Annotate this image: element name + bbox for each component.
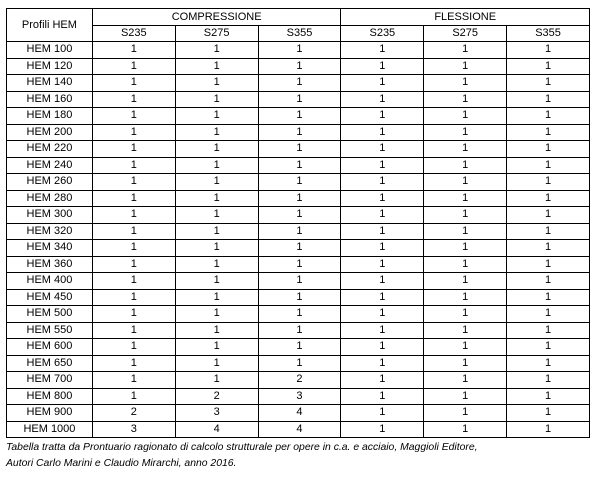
compression-class-s355: 1 [258,322,341,339]
bending-class-s235: 1 [341,273,424,290]
profile-cell: HEM 320 [7,223,93,240]
compression-class-s235: 1 [92,58,175,75]
compression-class-s355: 1 [258,108,341,125]
profile-cell: HEM 900 [7,405,93,422]
bending-class-s235: 1 [341,223,424,240]
bending-class-s275: 1 [424,223,507,240]
compression-class-s355: 3 [258,388,341,405]
compression-class-s235: 1 [92,372,175,389]
table-row [7,190,590,207]
compression-class-s275: 2 [175,388,258,405]
compression-class-s355: 1 [258,124,341,141]
compression-class-s355: 1 [258,339,341,356]
bending-class-s355: 1 [507,388,590,405]
bending-class-s355: 1 [507,207,590,224]
bending-class-s275: 1 [424,306,507,323]
compression-class-s235: 1 [92,223,175,240]
compression-class-s235: 1 [92,256,175,273]
compression-class-s275: 1 [175,58,258,75]
table-row [7,372,590,389]
bending-class-s235: 1 [341,289,424,306]
bending-class-s275: 1 [424,388,507,405]
compression-class-s235: 1 [92,240,175,257]
bending-class-s275: 1 [424,42,507,59]
bending-class-s355: 1 [507,42,590,59]
table-row [7,355,590,372]
bending-class-s355: 1 [507,372,590,389]
compression-class-s355: 1 [258,256,341,273]
bending-class-s235: 1 [341,42,424,59]
profile-cell: HEM 650 [7,355,93,372]
caption-line-1: Tabella tratta da Prontuario ragionato di calcolo strutturale per opere in c.a. e acciaio, Maggioli Editore, [6,442,478,453]
table-row [7,141,590,158]
compression-class-s355: 1 [258,174,341,191]
header-row-grades [7,26,590,42]
compression-class-s355: 4 [258,421,341,438]
table-row [7,207,590,224]
profile-cell: HEM 260 [7,174,93,191]
compression-class-s355: 1 [258,190,341,207]
compression-class-s235: 1 [92,322,175,339]
table-row [7,58,590,75]
compression-class-s235: 1 [92,157,175,174]
bending-class-s235: 1 [341,240,424,257]
caption-line-2: Autori Carlo Marini e Claudio Mirarchi, anno 2016. [6,458,237,469]
bending-class-s235: 1 [341,322,424,339]
bending-class-s235: 1 [341,141,424,158]
bending-class-s275: 1 [424,75,507,92]
bending-class-s275: 1 [424,405,507,422]
bending-class-s275: 1 [424,355,507,372]
profile-cell: HEM 140 [7,75,93,92]
table-row [7,388,590,405]
table-row [7,339,590,356]
bending-class-s275: 1 [424,240,507,257]
bending-class-s275: 1 [424,91,507,108]
compression-class-s275: 1 [175,355,258,372]
compression-class-s355: 4 [258,405,341,422]
profile-cell: HEM 280 [7,190,93,207]
bending-class-s275: 1 [424,339,507,356]
profile-cell: HEM 340 [7,240,93,257]
compression-class-s275: 1 [175,306,258,323]
compression-class-s235: 1 [92,190,175,207]
bending-class-s275: 1 [424,190,507,207]
profile-cell: HEM 500 [7,306,93,323]
bending-class-s275: 1 [424,273,507,290]
compression-class-s235: 1 [92,207,175,224]
profile-cell: HEM 180 [7,108,93,125]
bending-class-s235: 1 [341,75,424,92]
bending-class-s355: 1 [507,339,590,356]
compression-class-s235: 1 [92,355,175,372]
compression-class-s235: 1 [92,108,175,125]
bending-class-s355: 1 [507,75,590,92]
profile-cell: HEM 240 [7,157,93,174]
compression-class-s275: 1 [175,124,258,141]
compression-class-s235: 1 [92,388,175,405]
compression-class-s355: 1 [258,42,341,59]
profile-cell: HEM 120 [7,58,93,75]
profile-cell: HEM 700 [7,372,93,389]
header-bending-s235: S235 [341,26,424,42]
bending-class-s355: 1 [507,355,590,372]
table-row [7,42,590,59]
bending-class-s275: 1 [424,58,507,75]
bending-class-s355: 1 [507,108,590,125]
profile-cell: HEM 100 [7,42,93,59]
bending-class-s275: 1 [424,322,507,339]
compression-class-s275: 1 [175,339,258,356]
table-row [7,91,590,108]
bending-class-s275: 1 [424,289,507,306]
compression-class-s355: 1 [258,273,341,290]
bending-class-s235: 1 [341,421,424,438]
bending-class-s355: 1 [507,240,590,257]
compression-class-s275: 3 [175,405,258,422]
compression-class-s235: 1 [92,42,175,59]
compression-class-s355: 1 [258,58,341,75]
table-row [7,289,590,306]
bending-class-s235: 1 [341,256,424,273]
bending-class-s355: 1 [507,289,590,306]
bending-class-s275: 1 [424,108,507,125]
compression-class-s275: 1 [175,207,258,224]
bending-class-s275: 1 [424,141,507,158]
bending-class-s355: 1 [507,174,590,191]
header-compression-s235: S235 [92,26,175,42]
profile-cell: HEM 360 [7,256,93,273]
compression-class-s355: 2 [258,372,341,389]
compression-class-s275: 1 [175,42,258,59]
profile-cell: HEM 160 [7,91,93,108]
compression-class-s275: 4 [175,421,258,438]
bending-class-s355: 1 [507,58,590,75]
profile-cell: HEM 550 [7,322,93,339]
bending-class-s235: 1 [341,388,424,405]
profile-cell: HEM 1000 [7,421,93,438]
table-body [7,9,590,438]
compression-class-s355: 1 [258,355,341,372]
compression-class-s355: 1 [258,306,341,323]
bending-class-s275: 1 [424,372,507,389]
header-profiles: Profili HEM [7,9,93,42]
compression-class-s275: 1 [175,256,258,273]
bending-class-s235: 1 [341,339,424,356]
bending-class-s235: 1 [341,190,424,207]
compression-class-s275: 1 [175,240,258,257]
bending-class-s355: 1 [507,124,590,141]
table-row [7,273,590,290]
profile-cell: HEM 600 [7,339,93,356]
table-row [7,306,590,323]
header-bending-s355: S355 [507,26,590,42]
bending-class-s355: 1 [507,306,590,323]
bending-class-s275: 1 [424,207,507,224]
table-row [7,256,590,273]
bending-class-s355: 1 [507,190,590,207]
bending-class-s355: 1 [507,421,590,438]
compression-class-s235: 1 [92,339,175,356]
bending-class-s235: 1 [341,91,424,108]
profile-cell: HEM 220 [7,141,93,158]
compression-class-s235: 1 [92,289,175,306]
compression-class-s275: 1 [175,289,258,306]
section-class-table [6,8,590,438]
compression-class-s235: 1 [92,141,175,158]
compression-class-s235: 3 [92,421,175,438]
bending-class-s275: 1 [424,174,507,191]
profile-cell: HEM 200 [7,124,93,141]
bending-class-s275: 1 [424,421,507,438]
compression-class-s275: 1 [175,141,258,158]
compression-class-s275: 1 [175,273,258,290]
compression-class-s275: 1 [175,322,258,339]
bending-class-s235: 1 [341,174,424,191]
table-row [7,223,590,240]
header-bending-s275: S275 [424,26,507,42]
compression-class-s355: 1 [258,207,341,224]
compression-class-s235: 1 [92,174,175,191]
bending-class-s275: 1 [424,157,507,174]
compression-class-s235: 1 [92,75,175,92]
bending-class-s355: 1 [507,91,590,108]
compression-class-s355: 1 [258,240,341,257]
header-compression: COMPRESSIONE [92,9,341,26]
compression-class-s355: 1 [258,289,341,306]
compression-class-s355: 1 [258,223,341,240]
bending-class-s235: 1 [341,405,424,422]
bending-class-s235: 1 [341,58,424,75]
bending-class-s235: 1 [341,207,424,224]
table-row [7,124,590,141]
bending-class-s275: 1 [424,256,507,273]
compression-class-s235: 1 [92,306,175,323]
compression-class-s275: 1 [175,75,258,92]
header-row-groups [7,9,590,26]
compression-class-s235: 1 [92,124,175,141]
bending-class-s235: 1 [341,355,424,372]
bending-class-s355: 1 [507,256,590,273]
bending-class-s355: 1 [507,405,590,422]
compression-class-s275: 1 [175,372,258,389]
compression-class-s275: 1 [175,223,258,240]
bending-class-s355: 1 [507,141,590,158]
compression-class-s235: 1 [92,273,175,290]
bending-class-s275: 1 [424,124,507,141]
bending-class-s355: 1 [507,322,590,339]
table-row [7,405,590,422]
compression-class-s355: 1 [258,157,341,174]
table-row [7,108,590,125]
table-caption [6,440,595,472]
bending-class-s355: 1 [507,223,590,240]
bending-class-s235: 1 [341,108,424,125]
bending-class-s235: 1 [341,372,424,389]
profile-cell: HEM 800 [7,388,93,405]
header-bending: FLESSIONE [341,9,590,26]
compression-class-s235: 2 [92,405,175,422]
compression-class-s355: 1 [258,75,341,92]
table-row [7,240,590,257]
header-compression-s355: S355 [258,26,341,42]
compression-class-s275: 1 [175,174,258,191]
table-row [7,174,590,191]
profile-cell: HEM 450 [7,289,93,306]
bending-class-s235: 1 [341,306,424,323]
bending-class-s355: 1 [507,157,590,174]
bending-class-s355: 1 [507,273,590,290]
compression-class-s355: 1 [258,91,341,108]
table-row [7,157,590,174]
compression-class-s355: 1 [258,141,341,158]
compression-class-s275: 1 [175,190,258,207]
compression-class-s235: 1 [92,91,175,108]
profile-cell: HEM 400 [7,273,93,290]
compression-class-s275: 1 [175,157,258,174]
document-sheet [6,8,595,472]
table-row [7,421,590,438]
table-row [7,322,590,339]
compression-class-s275: 1 [175,91,258,108]
table-row [7,75,590,92]
profile-cell: HEM 300 [7,207,93,224]
compression-class-s275: 1 [175,108,258,125]
bending-class-s235: 1 [341,124,424,141]
header-compression-s275: S275 [175,26,258,42]
bending-class-s235: 1 [341,157,424,174]
